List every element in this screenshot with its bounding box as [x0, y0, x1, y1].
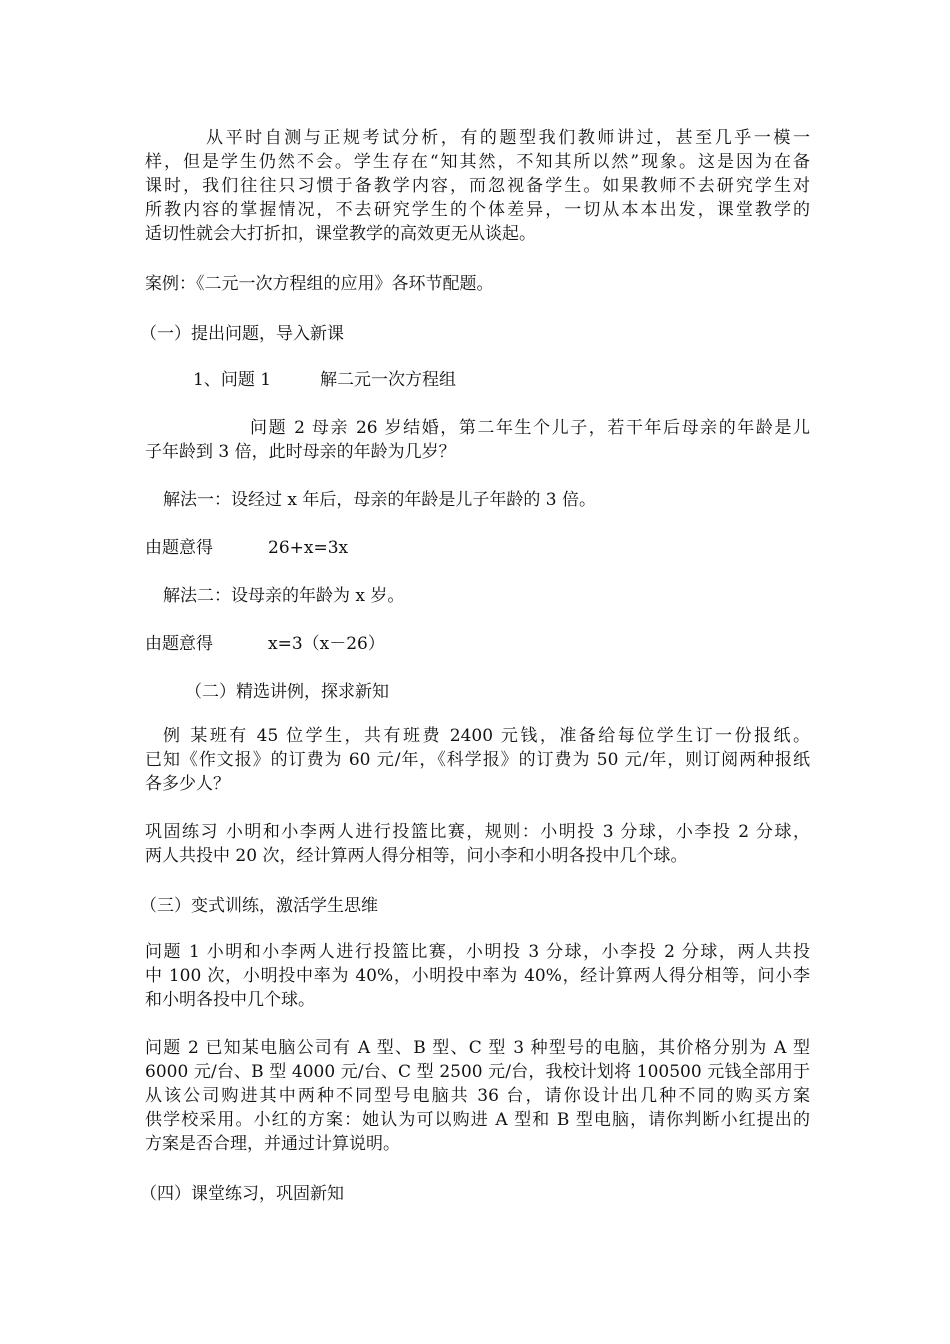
equation-2: x=3（x－26）: [268, 634, 385, 654]
practice-line-1: 巩固练习 小明和小李两人进行投篮比赛，规则：小明投 3 分球，小李投 2 分球，: [145, 822, 810, 842]
variant-2-line-1: 问题 2 已知某电脑公司有 A 型、B 型、C 型 3 种型号的电脑，其价格分别为 A 型: [145, 1038, 810, 1058]
question-1-text: 解二元一次方程组: [320, 370, 456, 390]
variant-2-line-2: 6000 元/台、B 型 4000 元/台、C 型 2500 元/台，我校计划将 100500 元钱全部用于: [145, 1062, 810, 1082]
section-3-heading: （三）变式训练，激活学生思维: [140, 896, 378, 916]
variant-2-line-5: 方案是否合理，并通过计算说明。: [145, 1134, 400, 1154]
solution-1: 解法一：设经过 x 年后，母亲的年龄是儿子年龄的 3 倍。: [163, 490, 597, 510]
example-line-2: 已知《作文报》的订费为 60 元/年，《科学报》的订费为 50 元/年，则订阅两种报纸: [145, 750, 810, 770]
equation-1: 26+x=3x: [268, 538, 349, 558]
intro-line-3: 课时，我们往往只习惯于备教学内容，而忽视备学生。如果教师不去研究学生对: [145, 176, 810, 196]
section-1-heading: （一）提出问题，导入新课: [140, 324, 344, 344]
section-2-heading: （二）精选讲例，探求新知: [185, 682, 389, 702]
variant-1-line-3: 和小明各投中几个球。: [145, 990, 315, 1010]
question-1-label: 1、问题 1: [193, 370, 272, 390]
section-4-heading: （四）课堂练习，巩固新知: [140, 1184, 344, 1204]
variant-1-line-2: 中 100 次，小明投中率为 40%，小明投中率为 40%，经计算两人得分相等，问小李: [145, 966, 810, 986]
case-title: 案例：《二元一次方程组的应用》各环节配题。: [145, 274, 494, 294]
practice-line-2: 两人共投中 20 次，经计算两人得分相等，问小李和小明各投中几个球。: [145, 846, 688, 866]
intro-line-4: 所教内容的掌握情况，不去研究学生的个体差异，一切从本本出发，课堂教学的: [145, 200, 810, 220]
intro-line-5: 适切性就会大打折扣，课堂教学的高效更无从谈起。: [145, 224, 536, 244]
equation-1-label: 由题意得: [145, 538, 213, 558]
question-2-line-2: 子年龄到 3 倍，此时母亲的年龄为几岁？: [145, 442, 456, 462]
variant-1-line-1: 问题 1 小明和小李两人进行投篮比赛，小明投 3 分球，小李投 2 分球，两人共投: [145, 942, 810, 962]
example-line-1: 例 某班有 45 位学生，共有班费 2400 元钱，准备给每位学生订一份报纸。: [163, 726, 810, 746]
solution-2: 解法二：设母亲的年龄为 x 岁。: [163, 586, 405, 606]
variant-2-line-4: 供学校采用。小红的方案：她认为可以购进 A 型和 B 型电脑，请你判断小红提出的: [145, 1110, 810, 1130]
example-line-3: 各多少人？: [145, 774, 230, 794]
intro-line-2: 样，但是学生仍然不会。学生存在“知其然，不知其所以然”现象。这是因为在备: [145, 152, 810, 172]
question-2-line-1: 问题 2 母亲 26 岁结婚，第二年生个儿子，若干年后母亲的年龄是儿: [250, 418, 810, 438]
equation-2-label: 由题意得: [145, 634, 213, 654]
intro-line-1: 从平时自测与正规考试分析，有的题型我们教师讲过，甚至几乎一模一: [206, 128, 810, 148]
variant-2-line-3: 从该公司购进其中两种不同型号电脑共 36 台，请你设计出几种不同的购买方案: [145, 1086, 810, 1106]
